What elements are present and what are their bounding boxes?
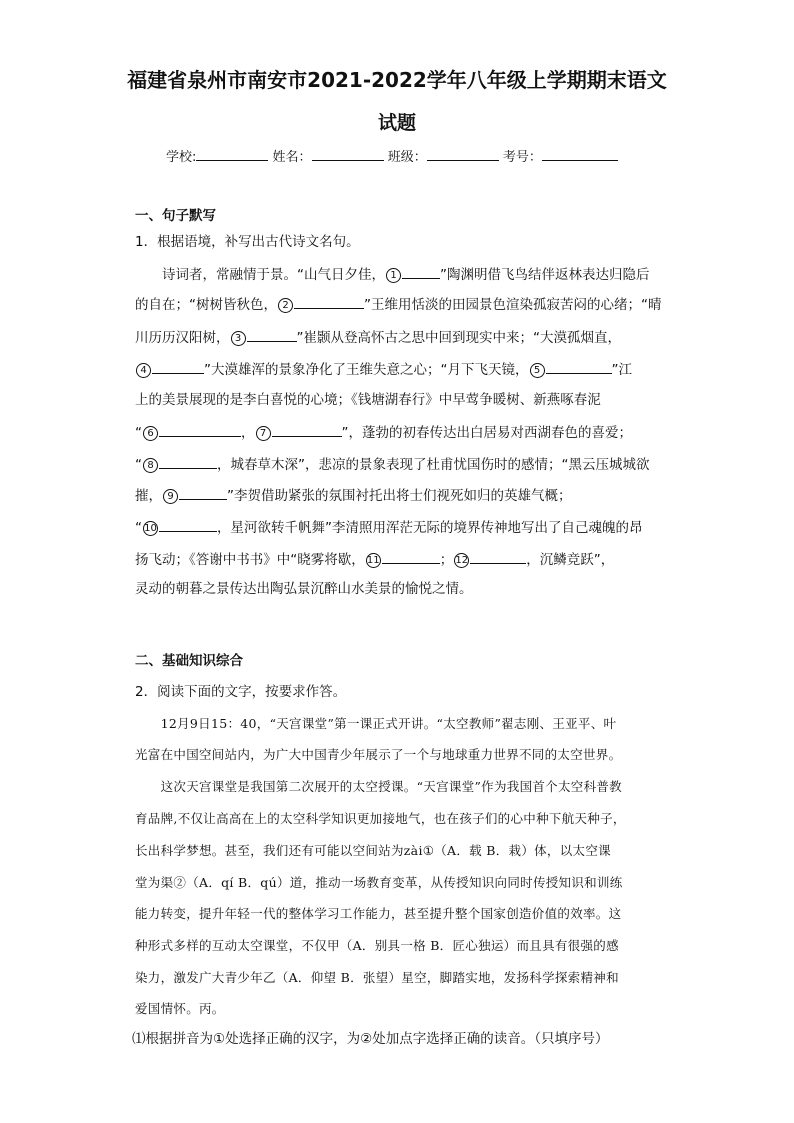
section1-heading: 一、句子默写	[135, 208, 216, 224]
school-field[interactable]	[196, 146, 268, 161]
blank-number-10: 10	[144, 523, 157, 534]
answer-blank-3[interactable]	[247, 327, 297, 342]
passage-line: 堂为渠②（A．qí B．qú）道，推动一场教育变革，从传授知识向同时传授知识和训练	[135, 875, 623, 890]
blank-number-5: 5	[530, 363, 545, 378]
answer-blank-12[interactable]	[470, 549, 526, 564]
passage-line: 川历历汉阳树， 3 ”崔颢从登高怀古之思中回到现实中来；“大漠孤烟直，	[135, 327, 621, 347]
answer-blank-4[interactable]	[152, 359, 204, 374]
student-info-row	[166, 146, 618, 166]
answer-blank-8[interactable]	[159, 454, 217, 469]
answer-blank-6[interactable]	[159, 422, 241, 437]
answer-blank-2[interactable]	[294, 294, 364, 309]
blank-number-1: 1	[386, 268, 401, 283]
blank-number-2: 2	[278, 298, 293, 313]
answer-blank-1[interactable]	[402, 264, 440, 279]
exam-no-label: 考号：	[502, 150, 542, 165]
passage-line: “ 10 ，星河欲转千帆舞”李清照用浑茫无际的境界传神地写出了自己魂魄的昂	[135, 517, 643, 537]
passage-line: 12月9日15：40，“天宫课堂”第一课正式开讲。“太空教师”翟志刚、王亚平、叶	[135, 716, 617, 731]
passage-line: 4 ”大漠雄浑的景象净化了王维失意之心；“月下飞天镜， 5 ”江	[135, 359, 632, 379]
question1-prompt: 1．根据语境，补写出古代诗文名句。	[135, 234, 360, 250]
school-label: 学校:	[166, 150, 197, 165]
passage-line: 爱国情怀。丙。	[135, 1001, 225, 1016]
passage-line: 的自在；“树树皆秋色， 2 ”王维用恬淡的田园景色渲染孤寂苦闷的心绪；“晴	[135, 294, 662, 314]
blank-number-3: 3	[231, 331, 246, 346]
section2-heading: 二、基础知识综合	[135, 653, 243, 669]
passage-line: 染力，激发广大青少年乙（A．仰望 B．张望）星空，脚踏实地，发扬科学探索精神和	[135, 970, 619, 985]
blank-number-11: 11	[366, 555, 380, 566]
blank-number-9: 9	[163, 489, 178, 504]
passage-line: “ 8 ，城春草木深”，悲凉的景象表现了杜甫忧国伤时的感情；“黑云压城城欲	[135, 454, 650, 474]
class-field[interactable]	[427, 146, 499, 161]
passage-line: 摧， 9 ”李贺借助紧张的氛围衬托出将士们视死如归的英雄气概；	[135, 485, 572, 505]
passage-line: 扬飞动；《答谢中书书》中“晓雾将歇， 11 ； 12 ，沉鳞竞跃”，	[135, 549, 614, 569]
question2-prompt: 2．阅读下面的文字，按要求作答。	[135, 684, 347, 700]
passage-line: 育品牌,不仅让高高在上的太空科学知识更加接地气，也在孩子们的心中种下航天种子，	[135, 811, 626, 826]
answer-blank-5[interactable]	[546, 359, 612, 374]
passage-line: 长出科学梦想。甚至，我们还有可能以空间站为zài①（A．载 B．栽）体，以太空课	[135, 843, 611, 858]
blank-number-12: 12	[455, 555, 469, 566]
passage-line: 种形式多样的互动太空课堂，不仅甲（A．别具一格 B．匠心独运）而且具有很强的感	[135, 938, 619, 953]
passage-line: 灵动的朝暮之景传达出陶弘景沉醉山水美景的愉悦之情。	[135, 581, 473, 597]
blank-number-7: 7	[256, 426, 271, 441]
exam-title-line1: 福建省泉州市南安市2021-2022学年八年级上学期期末语文	[127, 68, 667, 92]
blank-number-6: 6	[143, 426, 158, 441]
exam-title-line2: 试题	[377, 112, 416, 134]
passage-line: “ 6 ， 7 ”，蓬勃的初春传达出白居易对西湖春色的喜爱；	[135, 422, 632, 442]
answer-blank-7[interactable]	[272, 422, 342, 437]
passage-line: 光富在中国空间站内，为广大中国青少年展示了一个与地球重力世界不同的太空世界。	[135, 747, 622, 762]
name-label: 姓名：	[272, 150, 312, 165]
blank-number-8: 8	[143, 458, 158, 473]
passage-line: 上的美景展现的是李白喜悦的心境；《钱塘湖春行》中早莺争暖树、新燕啄春泥	[135, 392, 601, 408]
subquestion-1: ⑴根据拼音为①处选择正确的汉字，为②处加点字选择正确的读音。（只填序号）	[132, 1031, 609, 1047]
name-field[interactable]	[312, 146, 384, 161]
passage-line: 诗词者，常融情于景。“山气日夕佳， 1 ”陶渊明借飞鸟结伴返林表达归隐后	[135, 264, 650, 284]
answer-blank-9[interactable]	[179, 485, 227, 500]
passage-line: 能力转变，提升年轻一代的整体学习工作能力，甚至提升整个国家创造价值的效率。这	[135, 906, 622, 921]
class-label: 班级：	[387, 150, 427, 165]
answer-blank-10[interactable]	[159, 517, 217, 532]
passage-line: 这次天宫课堂是我国第二次展开的太空授课。“天宫课堂”作为我国首个太空科普教	[135, 779, 622, 794]
blank-number-4: 4	[136, 363, 151, 378]
exam-no-field[interactable]	[542, 146, 618, 161]
answer-blank-11[interactable]	[382, 549, 440, 564]
